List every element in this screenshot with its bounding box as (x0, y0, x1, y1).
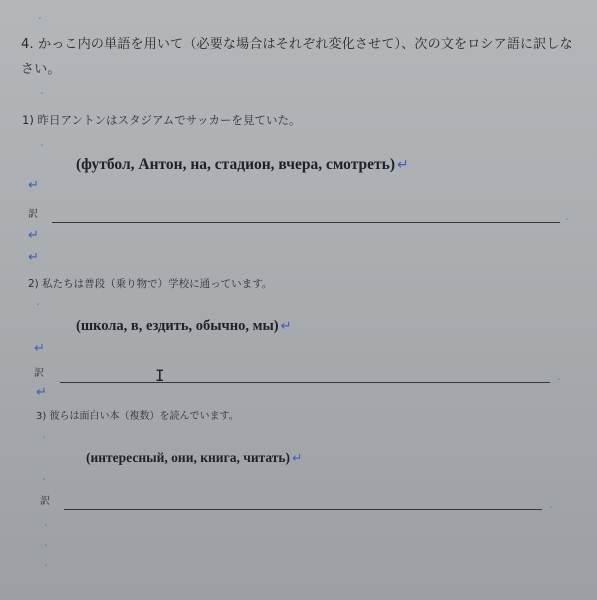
question-3-answer-line[interactable] (64, 509, 542, 510)
question-3-word-list (86, 450, 302, 466)
paragraph-mark: ˬ (40, 138, 44, 146)
return-icon: ↵ (28, 178, 39, 193)
paragraph-mark: ˬ (36, 297, 40, 305)
return-icon: ↵ (397, 157, 409, 173)
return-icon: ↵ (28, 250, 39, 265)
paragraph-mark: ˬ (549, 500, 553, 508)
paragraph-mark: ˬ (44, 558, 48, 566)
question-2-prompt: 2) 私たちは普段（乗り物で）学校に通っています。 (28, 278, 273, 290)
paragraph-mark: ˬ (42, 472, 46, 480)
question-3-translation-label: 訳 (40, 496, 50, 507)
instruction-text: 4. かっこ内の単語を用いて（必要な場合はそれぞれ変化させて）、次の文をロシア語に訳しなさい。 (21, 37, 573, 77)
question-1-word-list (76, 156, 409, 174)
question-1-answer-line[interactable] (52, 222, 560, 223)
text-cursor-icon: I (155, 366, 165, 385)
question-1-words: (футбол, Антон, на, стадион, вчера, смотреть) (76, 156, 396, 173)
paragraph-mark: ˬ (557, 372, 561, 380)
question-2-word-list (76, 318, 292, 335)
paragraph-mark: ˬ (44, 538, 48, 546)
return-icon: ↵ (34, 341, 45, 356)
return-icon: ↵ (36, 385, 47, 400)
question-1-translation-label: 訳 (28, 209, 38, 220)
question-1-prompt: 1) 昨日アントンはスタジアムでサッカーを見ていた。 (22, 113, 301, 127)
question-2-answer-line[interactable] (60, 382, 550, 383)
question-3-prompt: 3) 彼らは面白い本（複数）を読んでいます。 (36, 411, 239, 422)
paragraph-mark: ˬ (565, 212, 569, 220)
question-2-words: (школа, в, ездить, обычно, мы) (76, 318, 279, 334)
question-3-words: (интересный, они, книга, читать) (86, 450, 291, 465)
paragraph-mark: ˬ (42, 430, 46, 438)
return-icon: ↵ (292, 451, 303, 465)
paragraph-mark: ˬ (44, 518, 48, 526)
question-2-translation-label: 訳 (34, 368, 44, 379)
paragraph-mark: ˬ (40, 86, 44, 94)
return-icon: ↵ (28, 228, 39, 243)
return-icon: ↵ (280, 319, 292, 334)
paragraph-mark: ˬ (38, 11, 42, 19)
